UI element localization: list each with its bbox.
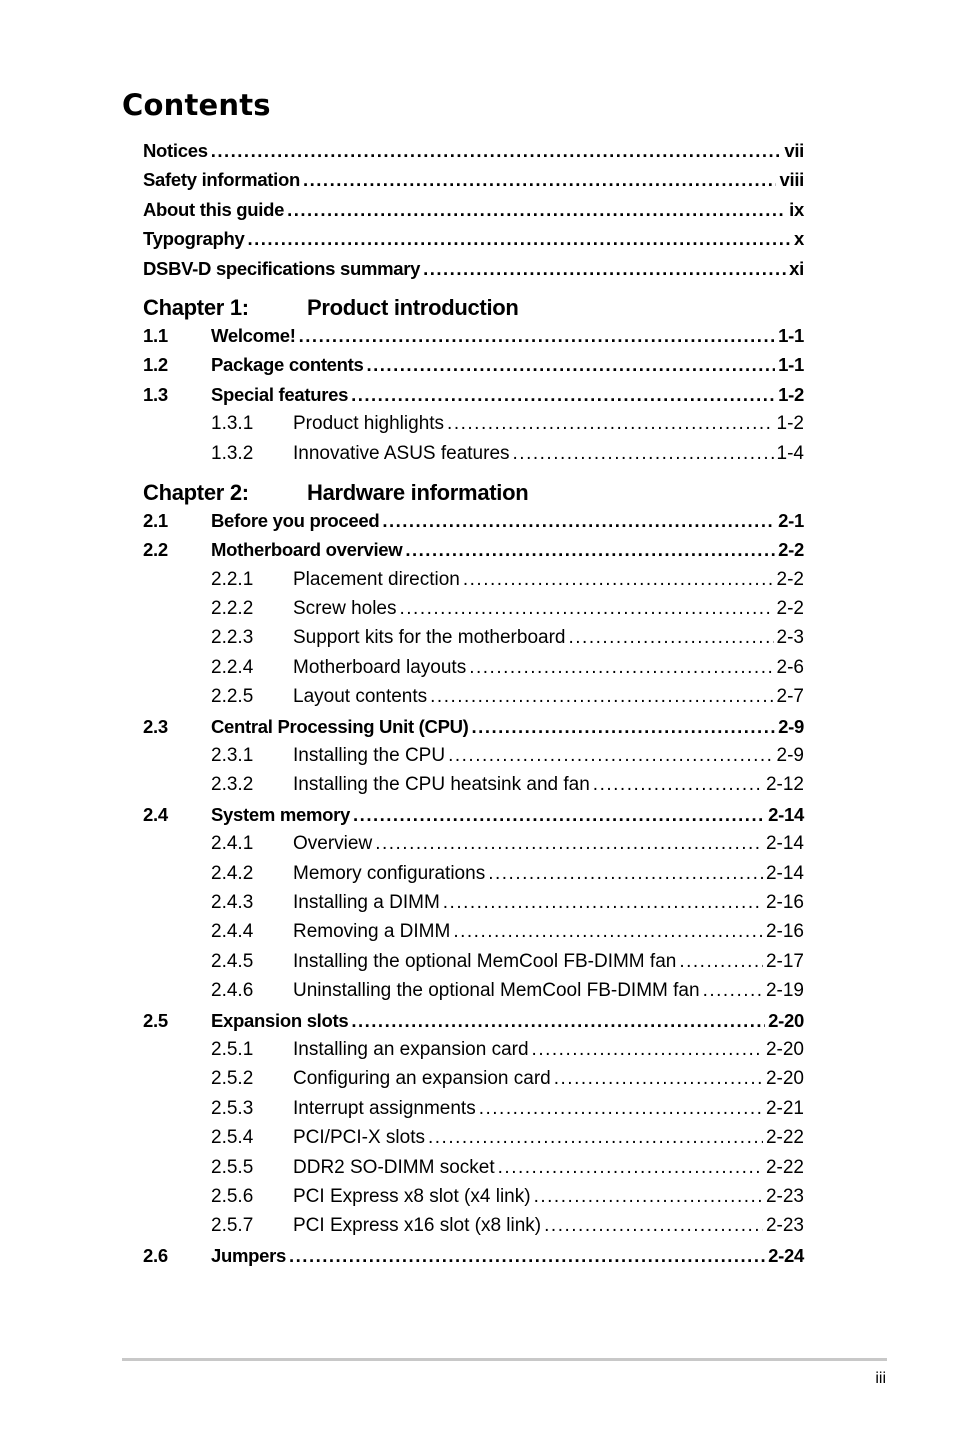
toc-entry-number: 1.3.2 (211, 442, 254, 464)
toc-entry-page: 2-6 (776, 656, 804, 678)
dot-leader (211, 140, 782, 162)
dot-leader (289, 1245, 765, 1267)
toc-entry-label: System memory (211, 803, 351, 825)
toc-entry-dsbv-d-specifications-summary[interactable] (143, 258, 804, 287)
toc-entry-2-3[interactable] (143, 716, 804, 745)
toc-entry-number: 2.4.4 (211, 921, 254, 943)
toc-entry-number: 2.4.6 (211, 980, 254, 1002)
toc-entry-1-2[interactable] (143, 354, 804, 383)
dot-leader (423, 258, 786, 280)
toc-entry-page: 1-4 (776, 442, 804, 464)
toc-entry-2-5-7[interactable] (143, 1215, 804, 1244)
toc-entry-page: 2-9 (776, 745, 804, 767)
toc-entry-page: 2-14 (768, 803, 804, 825)
toc-entry-number: 2.5 (143, 1009, 168, 1031)
dot-leader (428, 1127, 763, 1149)
toc-entry-number: 2.3.1 (211, 745, 254, 767)
toc-entry-2-3-1[interactable] (143, 745, 804, 774)
toc-entry-page: 2-14 (765, 862, 804, 884)
dot-leader (568, 627, 773, 649)
toc-entry-label: Innovative ASUS features (293, 442, 510, 464)
toc-entry-label: Before you proceed (211, 509, 380, 531)
dot-leader (532, 1039, 763, 1061)
toc-entry-label: Screw holes (293, 598, 397, 620)
toc-entry-number: 2.5.5 (211, 1156, 254, 1178)
toc-entry-label: Notices (143, 140, 208, 161)
toc-entry-page: xi (789, 257, 804, 279)
dot-leader (382, 510, 775, 532)
toc-entry-2-4-1[interactable] (143, 833, 804, 862)
toc-entry-page: 2-12 (765, 774, 804, 796)
toc-entry-page: 2-23 (765, 1185, 804, 1207)
toc-entry-page: 2-22 (765, 1127, 804, 1149)
toc-entry-number: 2.6 (143, 1244, 168, 1266)
toc-entry-label: Installing the CPU (293, 745, 446, 767)
toc-entry-number: 2.2.5 (211, 686, 254, 708)
dot-leader (453, 921, 763, 943)
toc-entry-number: 2.1 (143, 509, 168, 531)
toc-entry-label: Overview (293, 833, 373, 855)
chapter-heading (143, 480, 804, 510)
dot-leader (463, 569, 774, 591)
toc-entry-2-4-3[interactable] (143, 892, 804, 921)
toc-entry-number: 2.5.1 (211, 1038, 254, 1060)
dot-leader (593, 774, 763, 796)
toc-entry-page: 2-9 (778, 715, 804, 737)
toc-entry-label: Product highlights (293, 413, 445, 435)
toc-entry-number: 2.4 (143, 803, 168, 825)
toc-entry-label: Installing an expansion card (293, 1038, 529, 1060)
dot-leader (353, 804, 765, 826)
toc-entry-label: Jumpers (211, 1244, 287, 1266)
dot-leader (400, 598, 774, 620)
toc-entry-1-3[interactable] (143, 384, 804, 413)
toc-entry-page: x (794, 228, 804, 250)
toc-entry-page: 1-1 (778, 354, 804, 376)
toc-entry-2-1[interactable] (143, 510, 804, 539)
toc-entry-label: Special features (211, 383, 349, 405)
toc-entry-label: Motherboard layouts (293, 656, 467, 678)
toc-entry-page: 2-20 (765, 1038, 804, 1060)
toc-entry-number: 2.5.2 (211, 1068, 254, 1090)
chapter-title: Product introduction (307, 294, 519, 320)
toc-entry-page: 2-16 (765, 891, 804, 913)
toc-entry-label: PCI Express x8 slot (x4 link) (293, 1185, 531, 1207)
chapter-heading (143, 295, 804, 325)
toc-entry-label: Typography (143, 228, 245, 250)
table-of-contents (143, 140, 804, 1274)
toc-entry-page: 2-2 (776, 568, 804, 590)
toc-entry-number: 2.3 (143, 715, 168, 737)
toc-entry-2-4-6[interactable] (143, 980, 804, 1009)
dot-leader (248, 228, 792, 250)
toc-entry-number: 2.2.4 (211, 656, 254, 678)
toc-entry-page: 2-20 (765, 1068, 804, 1090)
toc-entry-number: 2.4.1 (211, 833, 254, 855)
toc-entry-page: ix (789, 198, 804, 220)
dot-leader (488, 863, 763, 885)
toc-entry-label: PCI/PCI-X slots (293, 1127, 425, 1149)
toc-entry-number: 2.4.3 (211, 891, 254, 913)
dot-leader (513, 443, 774, 465)
toc-entry-label: Installing the CPU heatsink and fan (293, 774, 590, 796)
dot-leader (679, 951, 763, 973)
toc-entry-label: Welcome! (211, 324, 296, 346)
toc-entry-2-2-2[interactable] (143, 598, 804, 627)
toc-entry-2-4-2[interactable] (143, 863, 804, 892)
toc-entry-page: vii (784, 140, 804, 161)
toc-entry-label: Interrupt assignments (293, 1097, 476, 1119)
toc-entry-number: 2.2.3 (211, 627, 254, 649)
dot-leader (448, 745, 773, 767)
toc-entry-2-5-5[interactable] (143, 1157, 804, 1186)
toc-entry-page: 2-3 (776, 627, 804, 649)
chapter-number: Chapter 1: (143, 294, 249, 320)
toc-entry-label: Expansion slots (211, 1009, 349, 1031)
toc-entry-page: 2-24 (768, 1244, 804, 1266)
toc-entry-page: 2-23 (765, 1215, 804, 1237)
toc-entry-2-4-4[interactable] (143, 921, 804, 950)
dot-leader (367, 354, 776, 376)
toc-entry-number: 2.4.2 (211, 862, 254, 884)
toc-entry-page: viii (779, 169, 804, 191)
toc-entry-page: 1-2 (778, 383, 804, 405)
toc-entry-label: Layout contents (293, 686, 428, 708)
toc-entry-label: Installing the optional MemCool FB-DIMM fan (293, 950, 677, 972)
toc-entry-label: PCI Express x16 slot (x8 link) (293, 1215, 542, 1237)
footer-divider (122, 1358, 887, 1361)
toc-entry-2-2-5[interactable] (143, 686, 804, 715)
toc-entry-number: 2.2.1 (211, 568, 254, 590)
toc-entry-label: DSBV-D specifications summary (143, 257, 421, 279)
toc-entry-2-2[interactable] (143, 539, 804, 568)
dot-leader (405, 539, 775, 561)
toc-entry-label: Configuring an expansion card (293, 1068, 551, 1090)
toc-entry-2-2-3[interactable] (143, 627, 804, 656)
toc-entry-2-4[interactable] (143, 804, 804, 833)
toc-entry-1-3-2[interactable] (143, 443, 804, 472)
dot-leader (498, 1157, 763, 1179)
toc-entry-page: 2-20 (768, 1009, 804, 1031)
toc-entry-number: 2.5.4 (211, 1127, 254, 1149)
toc-entry-label: Memory configurations (293, 862, 486, 884)
toc-entry-number: 2.2 (143, 539, 168, 561)
page-title: Contents (122, 88, 271, 122)
toc-entry-2-5-4[interactable] (143, 1127, 804, 1156)
toc-entry-number: 1.2 (143, 354, 168, 376)
toc-entry-2-5-3[interactable] (143, 1098, 804, 1127)
toc-entry-label: Removing a DIMM (293, 921, 451, 943)
chapter-number: Chapter 2: (143, 479, 249, 505)
dot-leader (554, 1068, 763, 1090)
toc-entry-label: DDR2 SO-DIMM socket (293, 1156, 495, 1178)
dot-leader (703, 980, 763, 1002)
dot-leader (375, 833, 763, 855)
dot-leader (351, 1010, 765, 1032)
toc-entry-notices[interactable] (143, 140, 804, 169)
toc-entry-page: 2-19 (765, 980, 804, 1002)
dot-leader (430, 686, 773, 708)
page-number: iii (875, 1370, 886, 1387)
toc-entry-page: 2-17 (765, 950, 804, 972)
toc-entry-page: 2-1 (778, 509, 804, 531)
toc-entry-1-3-1[interactable] (143, 413, 804, 442)
toc-entry-2-4-5[interactable] (143, 951, 804, 980)
toc-entry-page: 2-7 (776, 686, 804, 708)
toc-entry-1-1[interactable] (143, 325, 804, 354)
toc-entry-number: 2.5.3 (211, 1097, 254, 1119)
toc-entry-label: Central Processing Unit (CPU) (211, 715, 469, 737)
toc-entry-label: Placement direction (293, 568, 460, 590)
dot-leader (469, 657, 773, 679)
toc-entry-page: 1-2 (776, 413, 804, 435)
toc-entry-page: 2-22 (765, 1156, 804, 1178)
toc-entry-page: 2-2 (776, 598, 804, 620)
toc-entry-label: Package contents (211, 354, 364, 376)
toc-entry-label: Safety information (143, 169, 301, 191)
toc-entry-typography[interactable] (143, 228, 804, 257)
toc-entry-page: 1-1 (778, 324, 804, 346)
dot-leader (447, 413, 773, 435)
toc-entry-number: 2.4.5 (211, 950, 254, 972)
toc-entry-safety-information[interactable] (143, 169, 804, 198)
toc-entry-2-6[interactable] (143, 1245, 804, 1274)
toc-entry-2-3-2[interactable] (143, 774, 804, 803)
toc-entry-number: 1.3 (143, 383, 168, 405)
dot-leader (472, 716, 776, 738)
toc-entry-number: 1.3.1 (211, 413, 254, 435)
dot-leader (479, 1098, 763, 1120)
toc-entry-page: 2-21 (765, 1097, 804, 1119)
toc-entry-label: Support kits for the motherboard (293, 627, 566, 649)
toc-entry-about-this-guide[interactable] (143, 199, 804, 228)
toc-entry-2-2-4[interactable] (143, 657, 804, 686)
dot-leader (303, 169, 776, 191)
toc-entry-number: 2.2.2 (211, 598, 254, 620)
toc-entry-2-5[interactable] (143, 1010, 804, 1039)
toc-entry-2-5-6[interactable] (143, 1186, 804, 1215)
toc-entry-2-5-2[interactable] (143, 1068, 804, 1097)
chapter-title: Hardware information (307, 479, 529, 505)
toc-entry-2-5-1[interactable] (143, 1039, 804, 1068)
toc-entry-label: About this guide (143, 198, 285, 220)
dot-leader (534, 1186, 763, 1208)
toc-entry-number: 2.5.6 (211, 1185, 254, 1207)
dot-leader (351, 384, 775, 406)
toc-entry-page: 2-16 (765, 921, 804, 943)
toc-entry-label: Installing a DIMM (293, 891, 440, 913)
toc-entry-page: 2-2 (778, 539, 804, 561)
dot-leader (443, 892, 763, 914)
dot-leader (299, 325, 776, 347)
toc-entry-number: 2.5.7 (211, 1215, 254, 1237)
toc-entry-label: Uninstalling the optional MemCool FB-DIMM fan (293, 980, 700, 1002)
dot-leader (287, 199, 786, 221)
toc-entry-label: Motherboard overview (211, 539, 403, 561)
toc-entry-page: 2-14 (765, 833, 804, 855)
toc-entry-number: 2.3.2 (211, 774, 254, 796)
toc-entry-2-2-1[interactable] (143, 569, 804, 598)
dot-leader (544, 1215, 763, 1237)
toc-entry-number: 1.1 (143, 324, 168, 346)
